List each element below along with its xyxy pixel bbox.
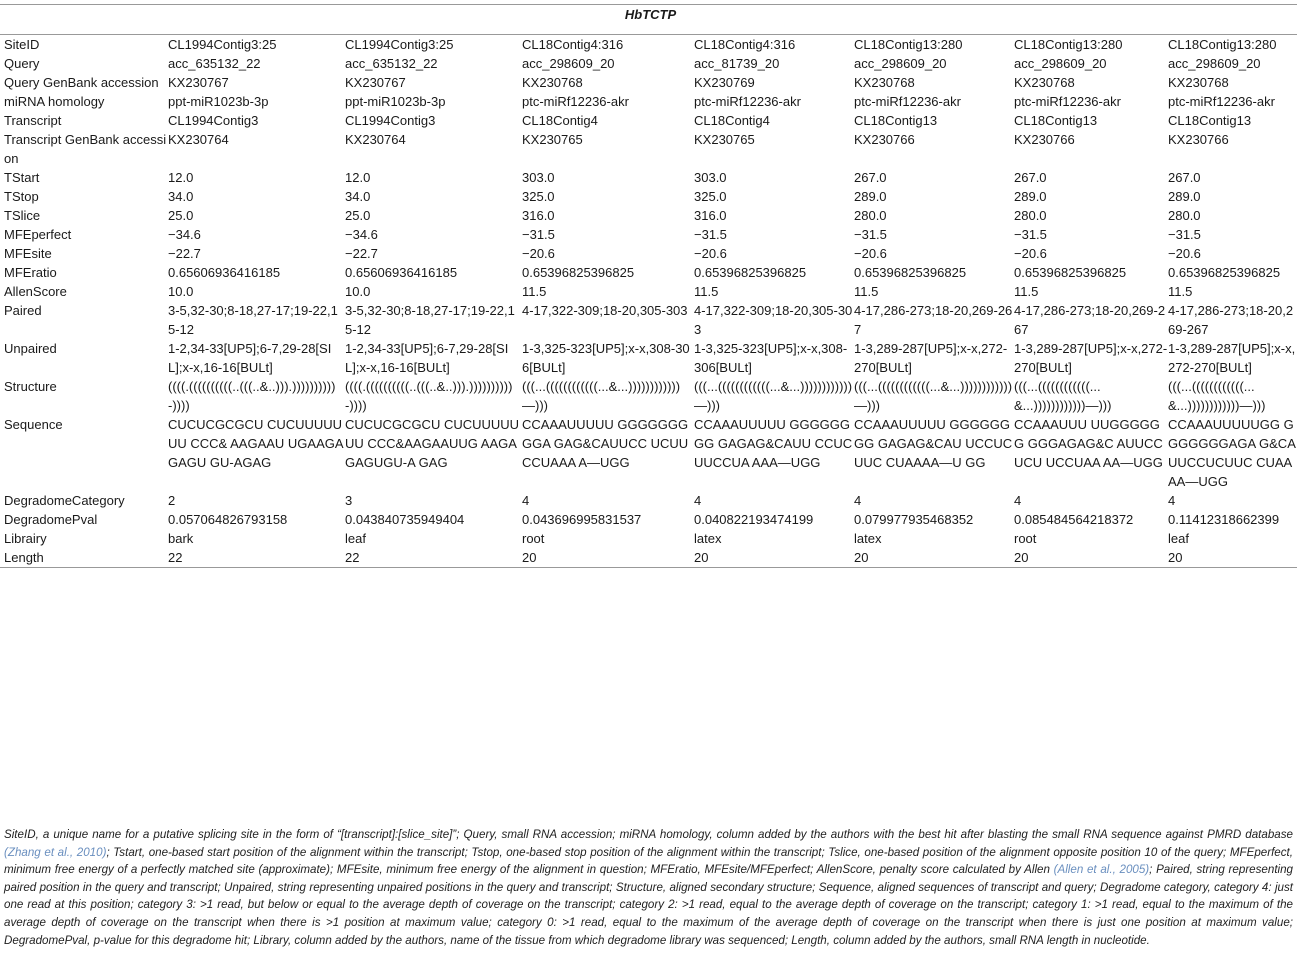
table-cell: 20 xyxy=(694,548,854,568)
table-cell: −22.7 xyxy=(168,246,201,261)
table-cell: 10.0 xyxy=(168,284,194,299)
row-label: Transcript GenBank accession xyxy=(4,132,167,166)
table-cell: ((((.((((((((((..(((..&..))).))))))))))-)))) xyxy=(345,379,513,413)
table-cell: 1-3,289-287[UP5];x-x,272-270[BULt] xyxy=(854,341,1008,375)
table-cell: 12.0 xyxy=(168,170,194,185)
table-cell: acc_298609_20 xyxy=(522,56,615,71)
table-row xyxy=(0,282,1297,301)
table-cell: −20.6 xyxy=(522,246,555,261)
table-row xyxy=(0,225,1297,244)
table-cell: 20 xyxy=(854,548,1014,568)
table-cell: −31.5 xyxy=(854,227,887,242)
row-label: Librairy xyxy=(4,531,47,546)
table-cell: KX230765 xyxy=(522,132,583,147)
row-label: SiteID xyxy=(4,37,40,52)
table-cell: latex xyxy=(854,531,882,546)
table-cell: 289.0 xyxy=(1168,189,1201,204)
table-cell: 0.65606936416185 xyxy=(345,265,458,280)
table-cell: 4 xyxy=(522,493,530,508)
table-cell: 280.0 xyxy=(1014,208,1047,223)
table-cell: 267.0 xyxy=(1168,170,1201,185)
table-row xyxy=(0,130,1297,168)
table-cell: 4 xyxy=(1168,493,1176,508)
table-cell: 4 xyxy=(854,493,862,508)
table-cell: acc_81739_20 xyxy=(694,56,780,71)
table-cell: 0.65396825396825 xyxy=(1014,265,1127,280)
table-cell: 0.65396825396825 xyxy=(522,265,635,280)
row-label: miRNA homology xyxy=(4,94,105,109)
table-cell: 1-3,289-287[UP5];x-x,272-270[BULt] xyxy=(1168,341,1296,375)
table-cell: CL18Contig4 xyxy=(522,113,598,128)
table-cell: 3-5,32-30;8-18,27-17;19-22,15-12 xyxy=(345,303,515,337)
row-label: Unpaired xyxy=(4,341,57,356)
table-cell: KX230768 xyxy=(522,75,583,90)
table-row xyxy=(0,244,1297,263)
table-cell: KX230767 xyxy=(168,75,229,90)
table-cell: CL18Contig4:316 xyxy=(694,37,796,52)
table-cell: CUCUCGCGCU CUCUUUUUUU CCC&AAGAAUUG AAGAGAGUGU-A GAG xyxy=(345,417,520,470)
table-row xyxy=(0,168,1297,187)
table-cell: 0.043696995831537 xyxy=(522,512,642,527)
table-cell: 0.057064826793158 xyxy=(168,512,288,527)
table-cell: ppt-miR1023b-3p xyxy=(168,94,269,109)
table-title: HbTCTP xyxy=(0,5,1297,35)
table-cell: 4-17,286-273;18-20,269-267 xyxy=(1168,303,1294,337)
table-cell: CCAAAUUU UUGGGGGG GGGAGAG&C AUUCCUCU UCCUAA AA—UGG xyxy=(1014,417,1163,470)
table-cell: 12.0 xyxy=(345,170,371,185)
table-cell: 316.0 xyxy=(694,208,727,223)
table-row xyxy=(0,529,1297,548)
row-label: DegradomeCategory xyxy=(4,493,125,508)
table-row xyxy=(0,491,1297,510)
table-cell: 4 xyxy=(694,493,702,508)
table-cell: 11.5 xyxy=(1168,284,1193,299)
table-cell: 303.0 xyxy=(694,170,727,185)
table-cell: 289.0 xyxy=(854,189,887,204)
row-label: MFEratio xyxy=(4,265,57,280)
table-cell: acc_298609_20 xyxy=(854,56,947,71)
table-cell: CL1994Contig3 xyxy=(345,113,436,128)
table-cell: 4 xyxy=(1014,493,1022,508)
table-cell: 34.0 xyxy=(168,189,194,204)
table-cell: 11.5 xyxy=(694,284,719,299)
table-cell: CL18Contig4 xyxy=(694,113,770,128)
table-cell: 1-2,34-33[UP5];6-7,29-28[SIL];x-x,16-16[BULt] xyxy=(345,341,509,375)
table-cell: 0.65396825396825 xyxy=(1168,265,1281,280)
table-cell: CL18Contig13:280 xyxy=(1168,37,1277,52)
table-footnote xyxy=(4,826,1293,949)
table-cell: −34.6 xyxy=(168,227,201,242)
table-cell: ppt-miR1023b-3p xyxy=(345,94,446,109)
footnote-text-3: ; Paired, string representing paired position in the query and transcript; Unpaired, string representing unpaired positions in the query and transcript; Structure, aligned secondary structure; Sequence, aligned sequences of transcript and query; Degradome category, category 4: just one read at this position; category 3: >1 read, but below or equal to the average depth of coverage on the transcript; category 2: >1 read, equal to the average depth of coverage on the transcript; category 1: >1 read, equal to the maximum of the average depth of coverage on the transcript when there is >1 position at maximum value; category 0: >1 read, equal to the maximum of the average depth of coverage on the transcript when there is just one position at maximum value; DegradomePval, p-value for this degradome hit; Library, column added by the authors, name of the tissue from which degradome library was sequenced; Length, column added by the authors, small RNA length in nucleotide. xyxy=(4,863,1294,947)
table-cell: CL18Contig13 xyxy=(1168,113,1252,128)
row-label: Paired xyxy=(4,303,42,318)
row-label: Query xyxy=(4,56,40,71)
table-cell: ptc-miRf12236-akr xyxy=(694,94,801,109)
table-cell: KX230768 xyxy=(1168,75,1229,90)
table-cell: 0.085484564218372 xyxy=(1014,512,1134,527)
table-cell: 0.079977935468352 xyxy=(854,512,974,527)
table-cell: CL18Contig13:280 xyxy=(1014,37,1123,52)
table-row xyxy=(0,339,1297,377)
table-cell: 0.11412318662399 xyxy=(1168,512,1280,527)
table-title-row xyxy=(0,5,1297,35)
row-label: Structure xyxy=(4,379,57,394)
table-row xyxy=(0,301,1297,339)
table-cell: CL1994Contig3:25 xyxy=(168,37,277,52)
table-cell: ptc-miRf12236-akr xyxy=(1014,94,1121,109)
table-cell: 4-17,286-273;18-20,269-267 xyxy=(1014,303,1166,337)
footnote-ref-zhang[interactable]: (Zhang et al., 2010) xyxy=(4,845,107,859)
table-cell: 0.040822193474199 xyxy=(694,512,814,527)
table-cell: leaf xyxy=(1168,531,1189,546)
table-cell: CL18Contig13:280 xyxy=(854,37,963,52)
row-label: Query GenBank accession xyxy=(4,75,159,90)
table-cell: CL1994Contig3:25 xyxy=(345,37,454,52)
table-cell: 1-3,325-323[UP5];x-x,308-306[BULt] xyxy=(522,341,690,375)
table-cell: −31.5 xyxy=(1014,227,1047,242)
table-cell: CL1994Contig3 xyxy=(168,113,259,128)
table-cell: 267.0 xyxy=(854,170,887,185)
table-cell: 1-3,325-323[UP5];x-x,308-306[BULt] xyxy=(694,341,848,375)
table-cell: ptc-miRf12236-akr xyxy=(854,94,961,109)
table-cell: (((...((((((((((((...&...))))))))))))—))) xyxy=(522,379,681,413)
table-cell: (((...((((((((((((...&...))))))))))))—))) xyxy=(1168,379,1266,413)
table-cell: KX230764 xyxy=(168,132,229,147)
table-cell: acc_298609_20 xyxy=(1014,56,1107,71)
table-cell: (((...((((((((((((...&...))))))))))))—))) xyxy=(1014,379,1112,413)
row-label: MFEperfect xyxy=(4,227,72,242)
table-cell: KX230769 xyxy=(694,75,755,90)
table-cell: 11.5 xyxy=(854,284,879,299)
row-label: DegradomePval xyxy=(4,512,98,527)
table-cell: KX230766 xyxy=(1014,132,1075,147)
table-cell: −20.6 xyxy=(1168,246,1201,261)
table-cell: KX230764 xyxy=(345,132,406,147)
table-cell: 325.0 xyxy=(522,189,555,204)
footnote-text-1: SiteID, a unique name for a putative splicing site in the form of “[transcript]:[slice_site]”; Query, small RNA accession; miRNA homology, column added by the authors with the best hit after blasting the small RNA sequence against PMRD database xyxy=(4,828,1293,841)
table-cell: ptc-miRf12236-akr xyxy=(1168,94,1275,109)
table-cell: 22 xyxy=(168,548,345,568)
row-label: TSlice xyxy=(4,208,41,223)
table-cell: KX230768 xyxy=(854,75,915,90)
table-cell: KX230766 xyxy=(1168,132,1229,147)
table-row xyxy=(0,92,1297,111)
table-cell: ((((.((((((((((..(((..&..))).))))))))))-)))) xyxy=(168,379,336,413)
table-cell: acc_635132_22 xyxy=(345,56,438,71)
table-cell: −31.5 xyxy=(522,227,555,242)
footnote-ref-allen[interactable]: (Allen et al., 2005) xyxy=(1053,863,1150,877)
table-cell: 10.0 xyxy=(345,284,371,299)
table-cell: CCAAAUUUUU GGGGGGGG GAGAG&CAU UCCUCUUC CUAAAA—U GG xyxy=(854,417,1013,470)
row-label: Length xyxy=(0,548,168,568)
table-cell: −22.7 xyxy=(345,246,378,261)
table-cell: KX230765 xyxy=(694,132,755,147)
table-cell: −34.6 xyxy=(345,227,378,242)
table-cell: 11.5 xyxy=(1014,284,1039,299)
results-table xyxy=(0,4,1297,568)
table-cell: bark xyxy=(168,531,194,546)
table-cell: 2 xyxy=(168,493,176,508)
table-cell: (((...((((((((((((...&...))))))))))))—))) xyxy=(694,379,853,413)
table-cell: CCAAAUUUUU GGGGGGGG GAGAG&CAUU CCUCUUCCUA AAA—UGG xyxy=(694,417,853,470)
table-row xyxy=(0,415,1297,491)
table-cell: 20 xyxy=(1168,548,1297,568)
table-cell: −20.6 xyxy=(1014,246,1047,261)
table-cell: 20 xyxy=(1014,548,1168,568)
row-label: Sequence xyxy=(4,417,63,432)
table-cell: 4-17,322-309;18-20,305-303 xyxy=(522,303,688,318)
table-cell: CUCUCGCGCU CUCUUUUU UU CCC& AAGAAU UGAAGAGAGU GU-AGAG xyxy=(168,417,344,470)
table-row xyxy=(0,111,1297,130)
table-cell: 0.65606936416185 xyxy=(168,265,281,280)
table-cell: leaf xyxy=(345,531,366,546)
table-row xyxy=(0,54,1297,73)
table-cell: CCAAAUUUUUGG GGGGGGGAGA G&CAUUCCUCUUC CUAAAA—UGG xyxy=(1168,417,1296,489)
table-cell: 3-5,32-30;8-18,27-17;19-22,15-12 xyxy=(168,303,338,337)
table-cell: 22 xyxy=(345,548,522,568)
table-cell: CL18Contig13 xyxy=(854,113,938,128)
row-label: MFEsite xyxy=(4,246,52,261)
table-cell: −20.6 xyxy=(854,246,887,261)
table-cell: 3 xyxy=(345,493,353,508)
table-cell: 0.043840735949404 xyxy=(345,512,465,527)
table-cell: 25.0 xyxy=(345,208,371,223)
table-cell: 1-2,34-33[UP5];6-7,29-28[SIL];x-x,16-16[BULt] xyxy=(168,341,332,375)
table-cell: root xyxy=(1014,531,1037,546)
table-cell: 267.0 xyxy=(1014,170,1047,185)
table-row xyxy=(0,187,1297,206)
row-label: TStop xyxy=(4,189,39,204)
table-cell: 1-3,289-287[UP5];x-x,272-270[BULt] xyxy=(1014,341,1168,375)
table-cell: CL18Contig13 xyxy=(1014,113,1098,128)
row-label: Transcript xyxy=(4,113,62,128)
table-cell: 316.0 xyxy=(522,208,555,223)
table-cell: KX230766 xyxy=(854,132,915,147)
table-row xyxy=(0,206,1297,225)
table-cell: (((...((((((((((((...&...))))))))))))—))) xyxy=(854,379,1013,413)
table-cell: 25.0 xyxy=(168,208,194,223)
table-row xyxy=(0,35,1297,55)
table-cell: −31.5 xyxy=(1168,227,1201,242)
table-row xyxy=(0,263,1297,282)
table-cell: CCAAAUUUUU GGGGGGGGGA GAG&CAUUCC UCUUCCUAAA A—UGG xyxy=(522,417,689,470)
table-cell: 303.0 xyxy=(522,170,555,185)
table-cell: 289.0 xyxy=(1014,189,1047,204)
table-cell: −31.5 xyxy=(694,227,727,242)
table-cell: 0.65396825396825 xyxy=(854,265,967,280)
table-cell: 34.0 xyxy=(345,189,371,204)
row-label: AllenScore xyxy=(4,284,67,299)
table-cell: 4-17,286-273;18-20,269-267 xyxy=(854,303,1013,337)
table-cell: KX230768 xyxy=(1014,75,1075,90)
table-row xyxy=(0,548,1297,568)
table-cell: 325.0 xyxy=(694,189,727,204)
table-cell: ptc-miRf12236-akr xyxy=(522,94,629,109)
row-label: TStart xyxy=(4,170,40,185)
table-cell: 11.5 xyxy=(522,284,547,299)
table-cell: latex xyxy=(694,531,722,546)
table-cell: 0.65396825396825 xyxy=(694,265,807,280)
footnote-text-2: ; Tstart, one-based start position of the alignment within the transcript; Tstop, one-based stop position of the alignment within the transcript; Tslice, one-based position of the alignment opposite position 10 of the query; MFEperfect, minimum free energy of a perfectly matched site (approximate); MFEsite, minimum free energy of the alignment in question; MFEratio, MFEsite/MFEperfect; AllenScore, penalty score calculated by Allen xyxy=(4,845,1293,877)
table-cell: 20 xyxy=(522,548,694,568)
table-row xyxy=(0,73,1297,92)
table-cell: root xyxy=(522,531,545,546)
table-cell: 280.0 xyxy=(1168,208,1201,223)
table-cell: CL18Contig4:316 xyxy=(522,37,624,52)
table-cell: acc_635132_22 xyxy=(168,56,261,71)
table-row xyxy=(0,510,1297,529)
table-row xyxy=(0,377,1297,415)
table-cell: 280.0 xyxy=(854,208,887,223)
table-cell: 4-17,322-309;18-20,305-303 xyxy=(694,303,853,337)
table-cell: KX230767 xyxy=(345,75,406,90)
table-cell: −20.6 xyxy=(694,246,727,261)
table-cell: acc_298609_20 xyxy=(1168,56,1261,71)
